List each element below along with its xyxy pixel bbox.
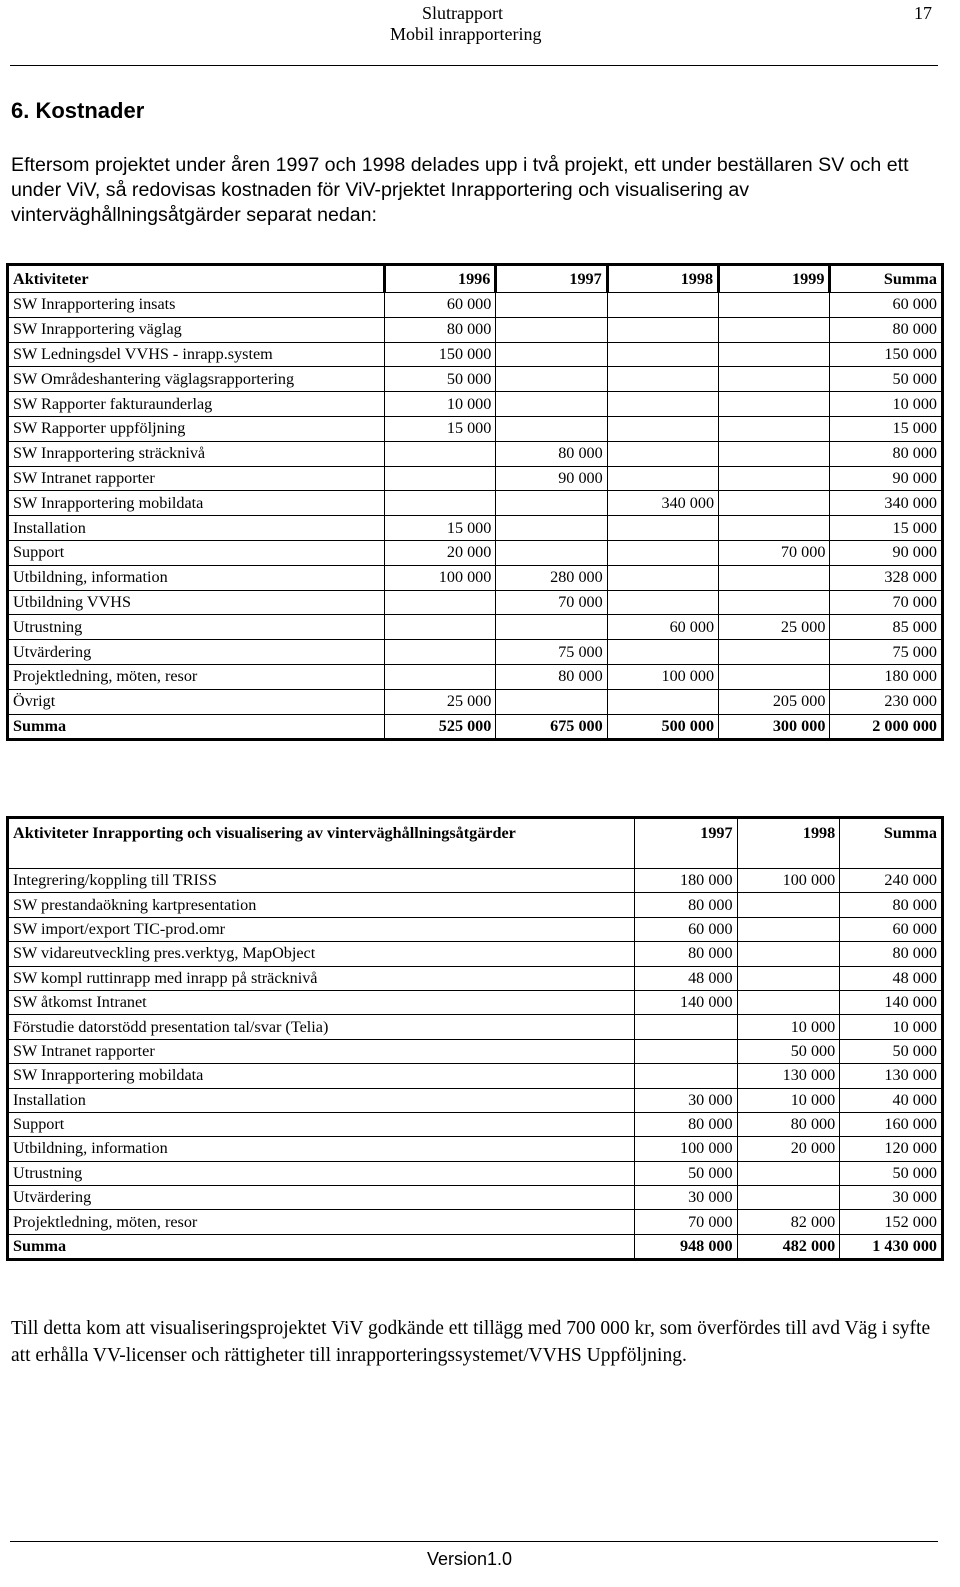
table-row	[8, 1112, 943, 1136]
cell-value: 160 000	[840, 1112, 943, 1136]
cell-value: 60 000	[634, 917, 737, 941]
table-row	[8, 416, 943, 441]
table-row	[8, 1064, 943, 1088]
cell-value	[607, 342, 718, 367]
table-row	[8, 565, 943, 590]
cell-value	[607, 516, 718, 541]
table-row	[8, 516, 943, 541]
cell-value: 60 000	[830, 293, 943, 318]
table-row	[8, 491, 943, 516]
row-label: Support	[8, 540, 385, 565]
table-row	[8, 342, 943, 367]
cell-value	[607, 640, 718, 665]
cell-value: 90 000	[830, 466, 943, 491]
cell-value	[719, 441, 830, 466]
cell-value	[385, 590, 496, 615]
cell-value	[737, 893, 840, 917]
cell-value	[719, 392, 830, 417]
cell-value	[634, 1064, 737, 1088]
cell-value	[496, 342, 607, 367]
cell-value: 50 000	[840, 1161, 943, 1185]
cell-value: 80 000	[830, 317, 943, 342]
cell-value	[607, 441, 718, 466]
cell-value: 205 000	[719, 689, 830, 714]
cell-value	[607, 689, 718, 714]
cell-value: 48 000	[840, 966, 943, 990]
row-label: SW prestandaökning kartpresentation	[8, 893, 635, 917]
cell-value: 1999	[719, 265, 830, 293]
cell-value: 130 000	[737, 1064, 840, 1088]
cell-value	[496, 491, 607, 516]
row-label: Utbildning, information	[8, 565, 385, 590]
cell-value	[607, 416, 718, 441]
cell-value	[496, 293, 607, 318]
cell-value: 140 000	[634, 990, 737, 1014]
cell-value	[737, 942, 840, 966]
cell-value	[719, 293, 830, 318]
table-row	[8, 869, 943, 893]
cell-value	[607, 466, 718, 491]
cell-value	[496, 367, 607, 392]
cell-value: 90 000	[830, 540, 943, 565]
cell-value: 50 000	[840, 1039, 943, 1063]
footer-version: Version1.0	[427, 1549, 513, 1569]
cell-value	[719, 342, 830, 367]
cell-value	[385, 640, 496, 665]
cost-table-1996-1999	[6, 263, 944, 741]
cell-value	[385, 441, 496, 466]
cell-value	[737, 966, 840, 990]
row-label: SW åtkomst Intranet	[8, 990, 635, 1014]
table-row	[8, 1161, 943, 1185]
cell-value: 50 000	[634, 1161, 737, 1185]
header-title: Slutrapport	[422, 3, 503, 23]
row-label: Installation	[8, 516, 385, 541]
table-row	[8, 640, 943, 665]
cell-value: 20 000	[385, 540, 496, 565]
cell-value	[719, 491, 830, 516]
cell-value: Summa	[840, 818, 943, 869]
cell-value: 280 000	[496, 565, 607, 590]
cell-value: 80 000	[385, 317, 496, 342]
cell-value: 50 000	[737, 1039, 840, 1063]
cell-value	[737, 1186, 840, 1210]
cell-value	[385, 466, 496, 491]
table-row	[8, 1088, 943, 1112]
row-label: SW Ledningsdel VVHS - inrapp.system	[8, 342, 385, 367]
cell-value	[719, 565, 830, 590]
cell-value: 15 000	[830, 516, 943, 541]
cell-value	[719, 367, 830, 392]
cell-value: 80 000	[840, 942, 943, 966]
cell-value: Summa	[830, 265, 943, 293]
cell-value: 1996	[385, 265, 496, 293]
cell-value: 1997	[634, 818, 737, 869]
cell-value: 75 000	[830, 640, 943, 665]
table-row	[8, 664, 943, 689]
cell-value: 1998	[607, 265, 718, 293]
cell-value	[737, 1161, 840, 1185]
table-row	[8, 367, 943, 392]
cell-value: 100 000	[607, 664, 718, 689]
row-label: Övrigt	[8, 689, 385, 714]
table-header-row	[8, 818, 943, 869]
cell-value: 80 000	[830, 441, 943, 466]
table-row	[8, 540, 943, 565]
cell-value	[496, 540, 607, 565]
cell-value: 948 000	[634, 1234, 737, 1259]
cell-value: 2 000 000	[830, 714, 943, 740]
cell-value: 10 000	[737, 1088, 840, 1112]
cell-value: 60 000	[607, 615, 718, 640]
cell-value: 70 000	[496, 590, 607, 615]
cell-value	[634, 1039, 737, 1063]
cell-value: 30 000	[634, 1186, 737, 1210]
cell-value: 328 000	[830, 565, 943, 590]
cell-value	[737, 990, 840, 1014]
table-row	[8, 1186, 943, 1210]
cell-value: 30 000	[634, 1088, 737, 1112]
cost-table-viv	[6, 816, 944, 1261]
cell-value	[607, 565, 718, 590]
cell-value	[719, 590, 830, 615]
table-row	[8, 466, 943, 491]
cell-value: 130 000	[840, 1064, 943, 1088]
cell-value: 60 000	[840, 917, 943, 941]
header-subtitle: Mobil inrapportering	[390, 24, 542, 44]
cell-value: 230 000	[830, 689, 943, 714]
cell-value: 10 000	[830, 392, 943, 417]
table-row	[8, 990, 943, 1014]
cell-value: 48 000	[634, 966, 737, 990]
cell-value: 152 000	[840, 1210, 943, 1234]
row-label: Utrustning	[8, 615, 385, 640]
table-row	[8, 317, 943, 342]
cell-value: 82 000	[737, 1210, 840, 1234]
table-row	[8, 1210, 943, 1234]
cell-value: 80 000	[496, 441, 607, 466]
row-label: SW Rapporter fakturaunderlag	[8, 392, 385, 417]
table-row	[8, 590, 943, 615]
cell-value	[607, 293, 718, 318]
cell-value	[607, 590, 718, 615]
row-label: Utbildning VVHS	[8, 590, 385, 615]
table-row	[8, 1039, 943, 1063]
row-label: SW import/export TIC-prod.omr	[8, 917, 635, 941]
cell-value: 85 000	[830, 615, 943, 640]
cell-value	[719, 466, 830, 491]
row-label: Installation	[8, 1088, 635, 1112]
row-label: Utvärdering	[8, 640, 385, 665]
cell-value	[607, 540, 718, 565]
row-label: Summa	[8, 714, 385, 740]
table-row	[8, 917, 943, 941]
cell-value	[496, 689, 607, 714]
row-label: SW Inrapportering mobildata	[8, 491, 385, 516]
table-sum-row	[8, 714, 943, 740]
table-sum-row	[8, 1234, 943, 1259]
row-label: SW Intranet rapporter	[8, 1039, 635, 1063]
cell-value: 40 000	[840, 1088, 943, 1112]
cell-value: 25 000	[385, 689, 496, 714]
row-label: Aktiviteter Inrapporting och visualisering av vinterväghållningsåtgärder	[8, 818, 635, 869]
cell-value: 525 000	[385, 714, 496, 740]
row-label: Summa	[8, 1234, 635, 1259]
page-number: 17	[914, 3, 932, 23]
cell-value: 100 000	[385, 565, 496, 590]
row-label: Aktiviteter	[8, 265, 385, 293]
cell-value	[737, 917, 840, 941]
cell-value: 25 000	[719, 615, 830, 640]
cell-value: 500 000	[607, 714, 718, 740]
cell-value	[719, 664, 830, 689]
cell-value: 75 000	[496, 640, 607, 665]
cell-value: 20 000	[737, 1137, 840, 1161]
row-label: Utrustning	[8, 1161, 635, 1185]
cell-value: 140 000	[840, 990, 943, 1014]
cell-value	[496, 416, 607, 441]
cell-value: 100 000	[634, 1137, 737, 1161]
cell-value: 340 000	[830, 491, 943, 516]
cell-value: 80 000	[634, 893, 737, 917]
cell-value: 70 000	[634, 1210, 737, 1234]
cell-value	[496, 516, 607, 541]
closing-paragraph: Till detta kom att visualiseringsprojektet ViV godkände ett tillägg med 700 000 kr, som överfördes till avd Väg i syfte att erhålla VV-licenser och rättigheter till inrapporteringssystemet/VVHS Uppföljning.	[11, 1318, 931, 1366]
cell-value	[385, 615, 496, 640]
row-label: SW Intranet rapporter	[8, 466, 385, 491]
cell-value	[496, 317, 607, 342]
cell-value: 180 000	[830, 664, 943, 689]
row-label: SW kompl ruttinrapp med inrapp på sträcknivå	[8, 966, 635, 990]
row-label: Utvärdering	[8, 1186, 635, 1210]
row-label: SW Områdeshantering väglagsrapportering	[8, 367, 385, 392]
table-row	[8, 293, 943, 318]
cell-value: 10 000	[385, 392, 496, 417]
table-header-row	[8, 265, 943, 293]
cell-value: 240 000	[840, 869, 943, 893]
table-row	[8, 392, 943, 417]
row-label: Förstudie datorstödd presentation tal/svar (Telia)	[8, 1015, 635, 1039]
cell-value: 15 000	[830, 416, 943, 441]
cell-value: 60 000	[385, 293, 496, 318]
row-label: SW Inrapportering insats	[8, 293, 385, 318]
row-label: SW Inrapportering sträcknivå	[8, 441, 385, 466]
cell-value	[719, 640, 830, 665]
cell-value: 10 000	[840, 1015, 943, 1039]
cell-value: 150 000	[830, 342, 943, 367]
cell-value: 1997	[496, 265, 607, 293]
cell-value	[385, 491, 496, 516]
table-row	[8, 689, 943, 714]
cell-value: 300 000	[719, 714, 830, 740]
intro-paragraph: Eftersom projektet under åren 1997 och 1998 delades upp i två projekt, ett under beställaren SV och ett under ViV, så redovisas kostnaden för ViV-prjektet Inrapportering och visualisering av vinterväghållningsåtgärder separat nedan:	[11, 154, 909, 226]
cell-value	[496, 392, 607, 417]
cell-value: 180 000	[634, 869, 737, 893]
row-label: Support	[8, 1112, 635, 1136]
cell-value: 80 000	[737, 1112, 840, 1136]
header-divider	[10, 65, 938, 66]
row-label: SW Inrapportering mobildata	[8, 1064, 635, 1088]
cell-value: 1998	[737, 818, 840, 869]
cell-value	[719, 317, 830, 342]
row-label: Utbildning, information	[8, 1137, 635, 1161]
cell-value: 15 000	[385, 516, 496, 541]
row-label: Projektledning, möten, resor	[8, 1210, 635, 1234]
cell-value: 10 000	[737, 1015, 840, 1039]
cell-value: 30 000	[840, 1186, 943, 1210]
cell-value: 70 000	[719, 540, 830, 565]
section-title: 6. Kostnader	[11, 98, 145, 123]
table-row	[8, 1137, 943, 1161]
row-label: SW Inrapportering väglag	[8, 317, 385, 342]
cell-value	[607, 392, 718, 417]
table-row	[8, 441, 943, 466]
cell-value: 675 000	[496, 714, 607, 740]
table-row	[8, 893, 943, 917]
cell-value: 120 000	[840, 1137, 943, 1161]
footer-divider	[10, 1541, 938, 1542]
cell-value: 1 430 000	[840, 1234, 943, 1259]
cell-value: 482 000	[737, 1234, 840, 1259]
row-label: Integrering/koppling till TRISS	[8, 869, 635, 893]
row-label: Projektledning, möten, resor	[8, 664, 385, 689]
cell-value	[496, 615, 607, 640]
cell-value: 80 000	[634, 942, 737, 966]
table-row	[8, 615, 943, 640]
cell-value: 90 000	[496, 466, 607, 491]
cell-value: 15 000	[385, 416, 496, 441]
cell-value	[607, 367, 718, 392]
cell-value: 50 000	[385, 367, 496, 392]
cell-value	[385, 664, 496, 689]
table-row	[8, 1015, 943, 1039]
row-label: SW vidareutveckling pres.verktyg, MapObject	[8, 942, 635, 966]
cell-value: 80 000	[840, 893, 943, 917]
cell-value	[634, 1015, 737, 1039]
cell-value: 80 000	[634, 1112, 737, 1136]
cell-value: 340 000	[607, 491, 718, 516]
cell-value: 80 000	[496, 664, 607, 689]
table-row	[8, 966, 943, 990]
cell-value: 50 000	[830, 367, 943, 392]
cell-value: 150 000	[385, 342, 496, 367]
cell-value	[607, 317, 718, 342]
table-row	[8, 942, 943, 966]
cell-value	[719, 516, 830, 541]
row-label: SW Rapporter uppföljning	[8, 416, 385, 441]
cell-value: 100 000	[737, 869, 840, 893]
cell-value: 70 000	[830, 590, 943, 615]
cell-value	[719, 416, 830, 441]
